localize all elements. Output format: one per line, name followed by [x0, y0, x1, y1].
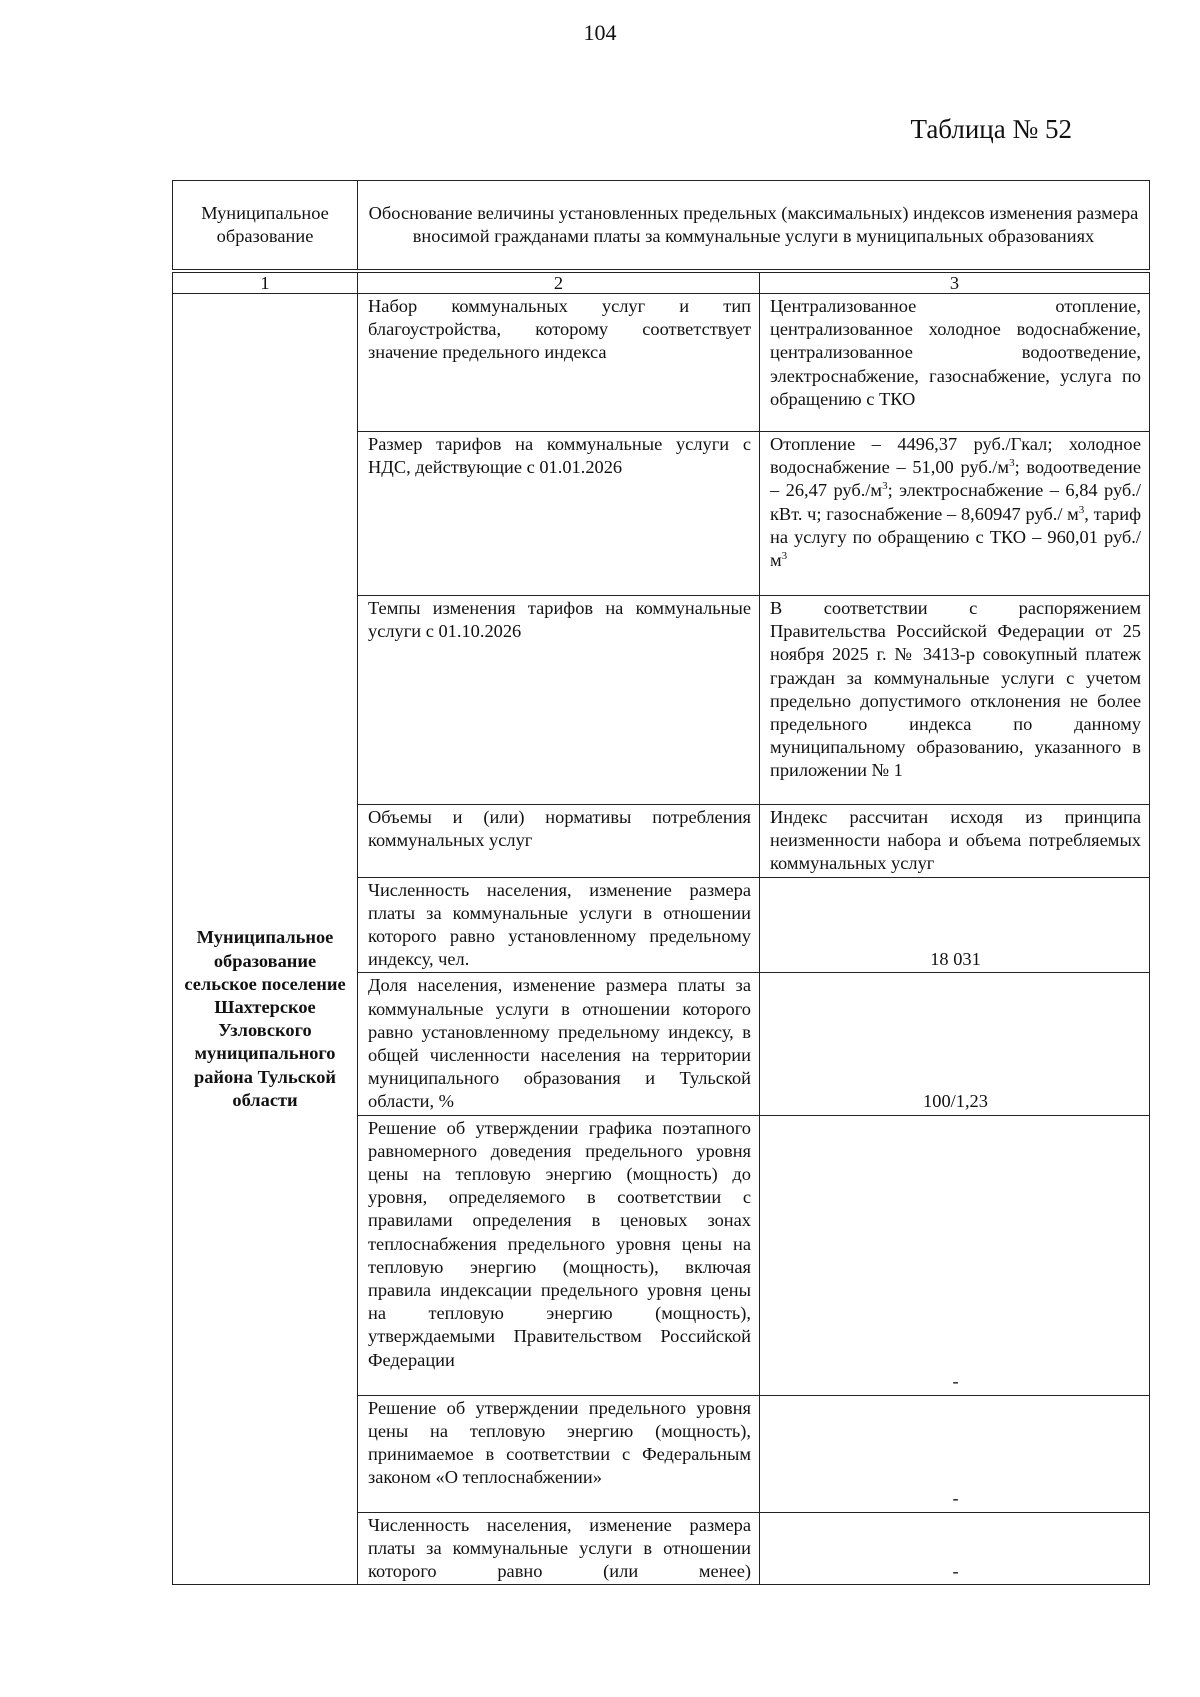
row-value: Отопление – 4496,37 руб./Гкал; холодное водоснабжение – 51,00 $руб./м^3$; водоотведение – 26,47 $руб./м^3$; электроснабжение – 6,84 руб./кВт. ч; газоснабжение – 8,60947 руб./ $м^3$, тариф на услугу по обращению с ТКО – 960,01 $руб./м^3$ [760, 432, 1150, 596]
row-value: - [760, 1512, 1150, 1585]
municipality-name-cell [173, 294, 358, 1585]
row-value: 18 031 [760, 877, 1150, 973]
column-number: 3 [760, 273, 1150, 294]
column-number: 2 [358, 273, 760, 294]
row-value: В соответствии с распоряжением Правительства Российской Федерации от 25 ноября 2025 г. № 3413-р совокупный платеж граждан за коммунальные услуги с учетом предельно допустимого отклонения не более предельного индекса по данному муниципальному образованию, указанного в приложении № 1 [760, 596, 1150, 805]
row-label: Доля населения, изменение размера платы за коммунальные услуги в отношении которого равно установленному предельному индексу, в общей численности населения на территории муниципального образования и Тульской области, % [358, 973, 760, 1115]
row-value: 100/1,23 [760, 973, 1150, 1115]
row-label: Решение об утверждении предельного уровня цены на тепловую энергию (мощность), принимаемое в соответствии с Федеральным законом «О теплоснабжении» [358, 1395, 760, 1512]
row-label: Решение об утверждении графика поэтапного равномерного доведения предельного уровня цены на тепловую энергию (мощность) до уровня, определяемого в соответствии с правилами определения в ценовых зонах теплоснабжения предельного уровня цены на тепловую энергию (мощность), включая правила индексации предельного уровня цены на тепловую энергию (мощность), утверждаемыми Правительством Российской Федерации [358, 1115, 760, 1395]
row-value: Централизованное отопление, централизованное холодное водоснабжение, централизованное водоотведение, электроснабжение, газоснабжение, услуга по обращению с ТКО [760, 294, 1150, 432]
header-municipality: Муниципальное образование [173, 181, 358, 270]
page-number: 104 [583, 20, 617, 45]
row-label: Объемы и (или) нормативы потребления коммунальных услуг [358, 805, 760, 878]
row-label: Численность населения, изменение размера платы за коммунальные услуги в отношении которого равно (или менее) [358, 1512, 760, 1585]
row-value: - [760, 1115, 1150, 1395]
row-value: - [760, 1395, 1150, 1512]
row-label: Размер тарифов на коммунальные услуги с НДС, действующие с 01.01.2026 [358, 432, 760, 596]
row-label: Численность населения, изменение размера платы за коммунальные услуги в отношении которого равно установленному предельному индексу, чел. [358, 877, 760, 973]
column-number: 1 [173, 273, 358, 294]
municipality-name: Муниципальное образование сельское поселение Шахтерское Узловского муниципального района Тульской области [184, 927, 346, 1110]
table-header [172, 180, 1150, 270]
table-caption: Таблица № 52 [910, 114, 1072, 144]
row-label: Темпы изменения тарифов на коммунальные услуги с 01.10.2026 [358, 596, 760, 805]
row-value: Индекс рассчитан исходя из принципа неизменности набора и объема потребляемых коммунальных услуг [760, 805, 1150, 878]
header-justification: Обоснование величины установленных предельных (максимальных) индексов изменения размера вносимой гражданами платы за коммунальные услуги в муниципальных образованиях [358, 181, 1150, 270]
table-row [173, 294, 1150, 432]
tariff-table [172, 272, 1150, 1585]
row-label: Набор коммунальных услуг и тип благоустройства, которому соответствует значение предельного индекса [358, 294, 760, 432]
column-number-row [173, 273, 1150, 294]
